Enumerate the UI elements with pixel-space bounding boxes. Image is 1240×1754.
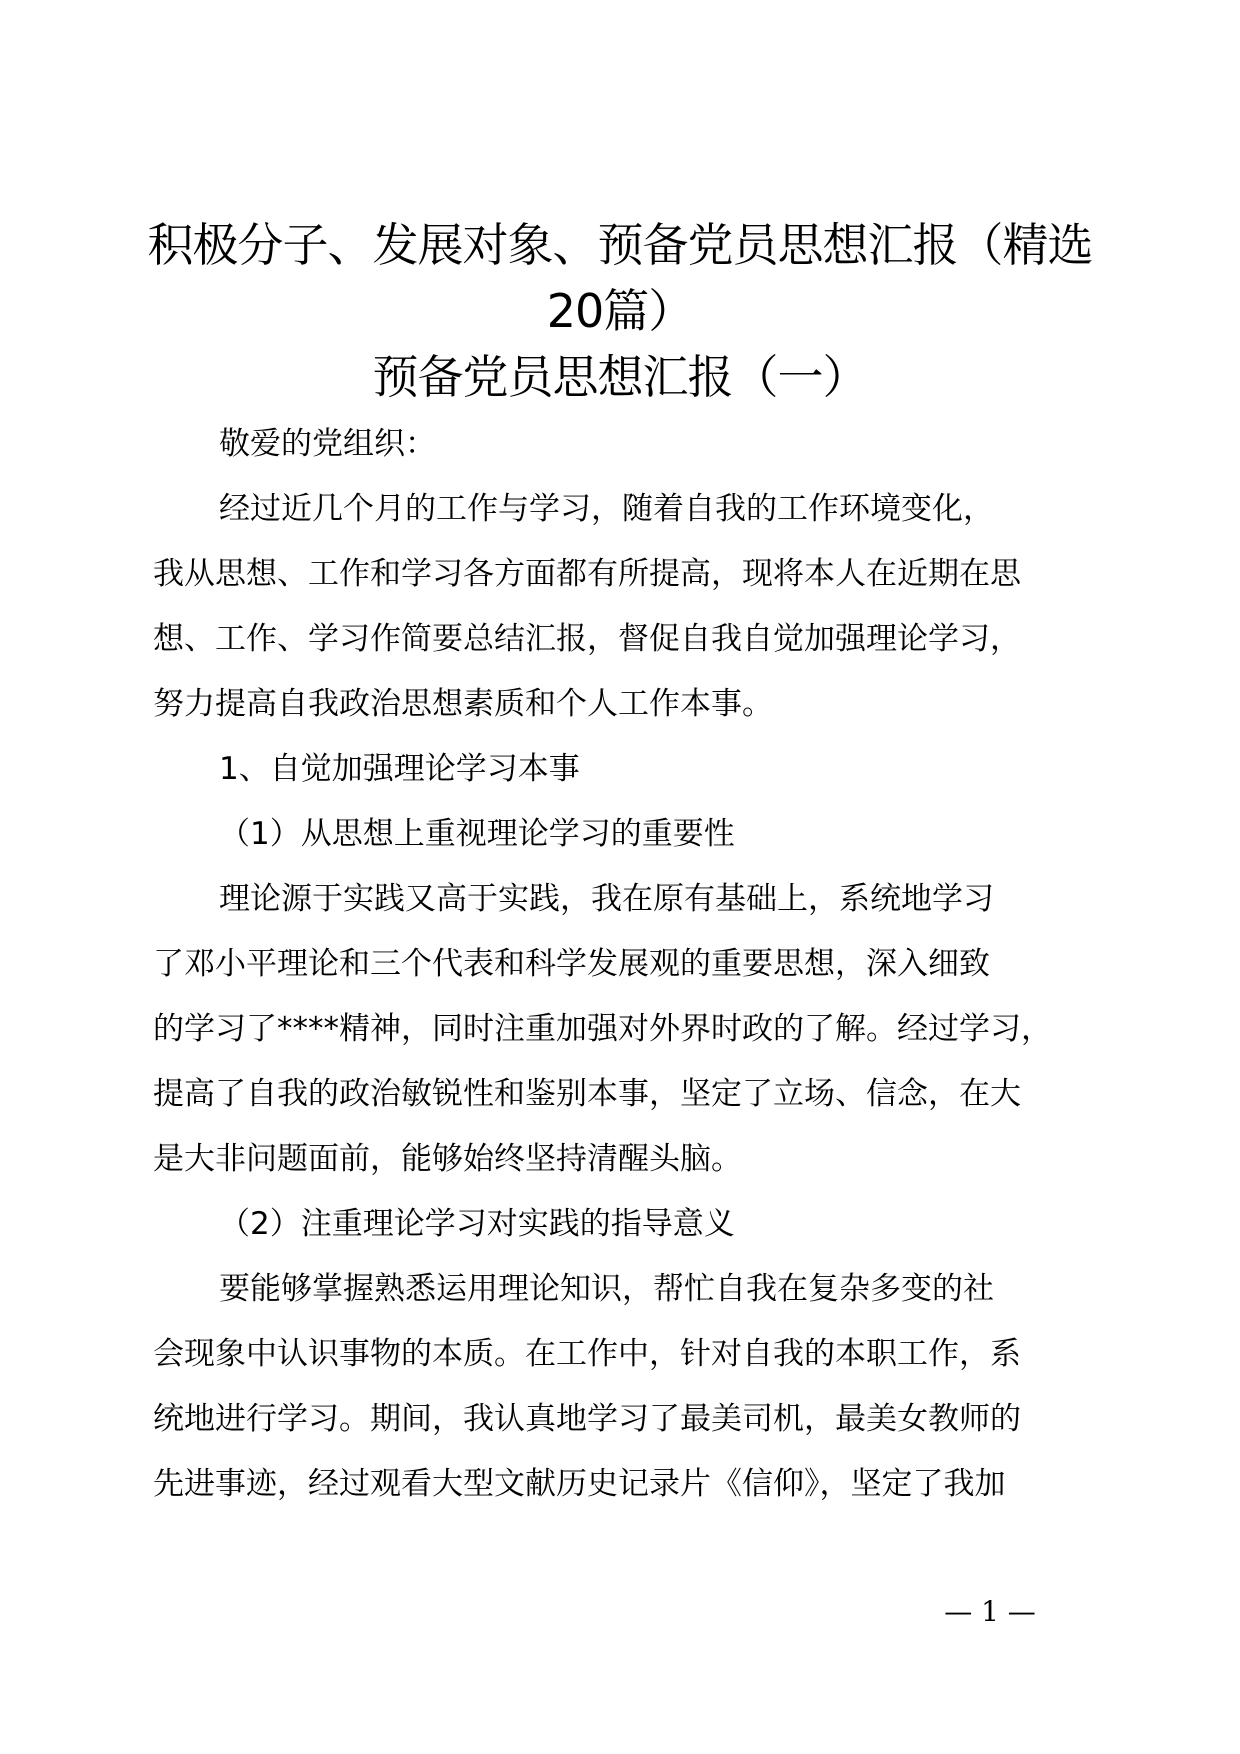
page-number: — 1 —: [944, 1595, 1036, 1628]
document-body: [153, 412, 1103, 1517]
paragraph-1: [153, 477, 1103, 737]
salutation: [153, 412, 1103, 477]
section-heading-1: [153, 737, 1103, 802]
paragraph-line: 提高了自我的政治敏锐性和鉴别本事，坚定了立场、信念，在大: [153, 1076, 1021, 1112]
subsection-heading-text: （2）注重理论学习对实践的指导意义: [219, 1206, 735, 1242]
paragraph-line: 要能够掌握熟悉运用理论知识，帮忙自我在复杂多变的社: [219, 1271, 994, 1307]
paragraph-2: [153, 867, 1103, 1192]
paragraph-line: 统地进行学习。期间，我认真地学习了最美司机，最美女教师的: [153, 1401, 1021, 1437]
document-subtitle: 预备党员思想汇报（一）: [372, 350, 868, 404]
paragraph-line: 理论源于实践又高于实践，我在原有基础上，系统地学习: [219, 881, 994, 917]
paragraph-line: 先进事迹，经过观看大型文献历史记录片《信仰》，坚定了我加: [153, 1466, 1006, 1502]
paragraph-line: 我从思想、工作和学习各方面都有所提高，现将本人在近期在思: [153, 556, 1021, 592]
paragraph-3: [153, 1257, 1103, 1517]
paragraph-line: 是大非问题面前，能够始终坚持清醒头脑。: [153, 1141, 742, 1177]
subsection-heading-1: [153, 802, 1103, 867]
subsection-heading-text: （1）从思想上重视理论学习的重要性: [219, 816, 735, 852]
title-block: [140, 212, 1100, 410]
subsection-heading-2: [153, 1192, 1103, 1257]
paragraph-line: 会现象中认识事物的本质。在工作中，针对自我的本职工作，系: [153, 1336, 1021, 1372]
salutation-text: 敬爱的党组织：: [219, 426, 436, 462]
document-title-line-2: 20篇）: [546, 284, 694, 338]
paragraph-line: 经过近几个月的工作与学习，随着自我的工作环境变化，: [219, 491, 994, 527]
paragraph-line: 想、工作、学习作简要总结汇报，督促自我自觉加强理论学习，: [153, 621, 1021, 657]
paragraph-line: 了邓小平理论和三个代表和科学发展观的重要思想，深入细致: [153, 946, 990, 982]
section-heading-text: 1、自觉加强理论学习本事: [219, 751, 580, 787]
document-title-line-1: 积极分子、发展对象、预备党员思想汇报（精选: [147, 218, 1093, 272]
paragraph-line: 努力提高自我政治思想素质和个人工作本事。: [153, 686, 773, 722]
paragraph-line: 的学习了****精神，同时注重加强对外界时政的了解。经过学习，: [153, 1011, 1052, 1047]
